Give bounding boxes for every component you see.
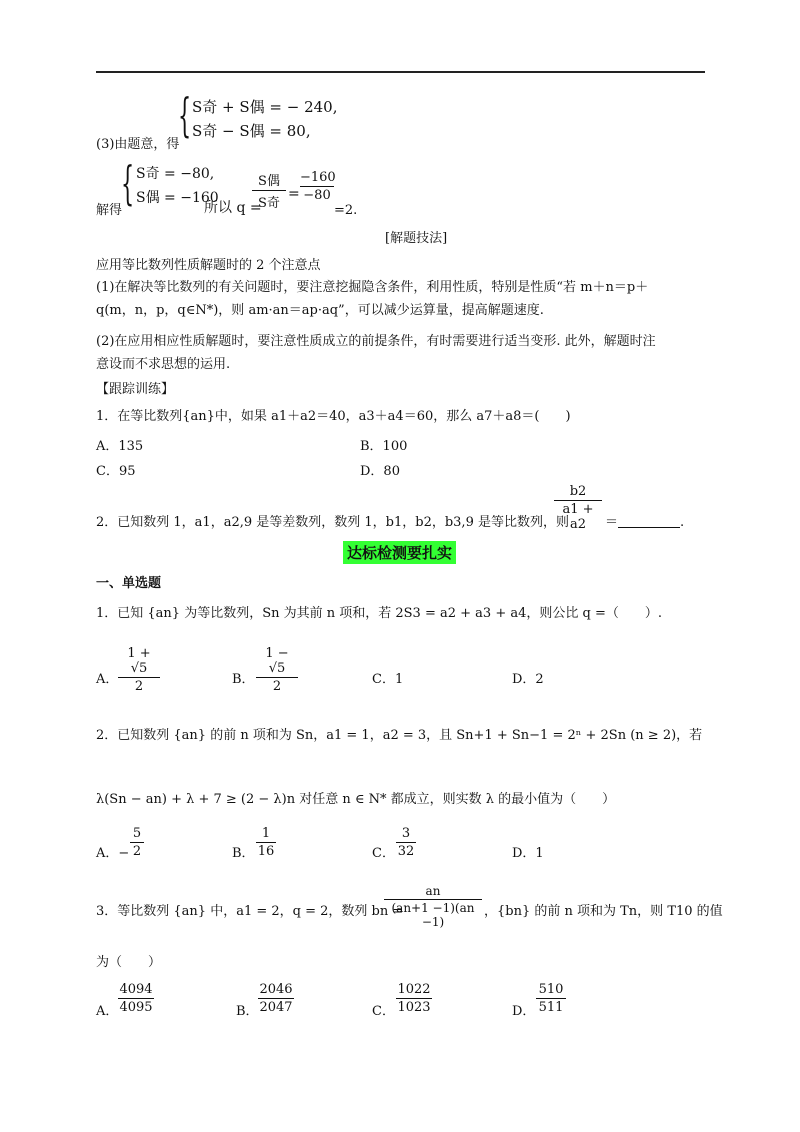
training-question-2: 2．已知数列 1，a1，a2,9 是等差数列，数列 1，b1，b2，b3,9 是等比数列，则 bbox=[96, 515, 569, 530]
q1-option-b-fraction bbox=[256, 646, 298, 694]
q3-option-a-fraction bbox=[118, 982, 154, 1015]
minus-sign: − bbox=[118, 846, 130, 861]
system2-row2: S偶 = −160 bbox=[136, 190, 219, 206]
so-q: 所以 q = bbox=[204, 200, 262, 216]
q1-option-b[interactable] bbox=[232, 668, 255, 687]
option-label: A． bbox=[96, 1004, 119, 1019]
step-label: (3)由题意，得 bbox=[96, 137, 180, 152]
fraction-s-even-over-s-odd bbox=[252, 170, 286, 211]
q2-option-b-fraction bbox=[256, 826, 276, 859]
option-label: B． bbox=[236, 1004, 259, 1019]
training-question-1: 1．在等比数列{an}中，如果 a1＋a2＝40，a3＋a4＝60，那么 a7＋a8＝( ) bbox=[96, 409, 571, 424]
option-label: D． bbox=[512, 1004, 536, 1019]
option-label: B． bbox=[232, 846, 255, 861]
fraction-numerator: 3 bbox=[401, 826, 411, 841]
system-brace-2: { bbox=[121, 156, 135, 210]
t1-option-c[interactable]: C．95 bbox=[96, 464, 136, 479]
fraction-denominator: 4095 bbox=[119, 1000, 153, 1015]
q2-option-c[interactable] bbox=[372, 842, 395, 861]
fraction-denominator: −80 bbox=[303, 188, 331, 203]
fraction-values bbox=[300, 170, 334, 203]
system-brace-1: { bbox=[178, 88, 192, 142]
tip-1-line-1: (1)在解决等比数列的有关问题时，要注意挖掘隐含条件，利用性质，特别是性质“若 m＋n＝p＋ bbox=[96, 280, 649, 295]
q2-option-a-fraction bbox=[130, 826, 144, 859]
fraction-numerator: 4094 bbox=[119, 982, 153, 997]
fraction-denominator: 2 bbox=[132, 844, 142, 859]
fraction-numerator: 1 + √5 bbox=[127, 646, 151, 676]
option-label: A． bbox=[96, 672, 119, 687]
option-label: C． bbox=[372, 1004, 395, 1019]
q2-equals-sign: ＝ bbox=[605, 515, 619, 530]
tips-intro: 应用等比数列性质解题时的 2 个注意点 bbox=[96, 258, 321, 273]
fraction-denominator: 32 bbox=[397, 844, 415, 859]
fraction-numerator: 510 bbox=[538, 982, 564, 997]
q3-option-a[interactable] bbox=[96, 1000, 118, 1019]
q2-equals bbox=[605, 515, 684, 531]
result: =2. bbox=[334, 203, 358, 218]
q2-period: . bbox=[680, 515, 685, 530]
q3-option-c-fraction bbox=[396, 982, 432, 1015]
fraction-numerator: 1 bbox=[261, 826, 271, 841]
q2-option-b[interactable] bbox=[232, 842, 255, 861]
q2-option-a[interactable] bbox=[96, 842, 129, 861]
option-label: C． bbox=[372, 846, 395, 861]
fraction-denominator: S奇 bbox=[258, 196, 280, 211]
fraction-denominator: 2047 bbox=[259, 1000, 293, 1015]
fraction-numerator: b2 bbox=[569, 484, 587, 499]
solve-label: 解得 bbox=[96, 203, 123, 218]
tips-title: [解题技法] bbox=[385, 231, 448, 246]
training-title: 【跟踪训练】 bbox=[96, 382, 175, 397]
question-3-line-2: 为（ ） bbox=[96, 955, 162, 970]
system1-row2: S奇 − S偶 = 80, bbox=[192, 122, 311, 140]
q2-fraction bbox=[554, 484, 602, 532]
system1-row1: S奇 + S偶 = − 240, bbox=[192, 98, 338, 116]
section-banner: 达标检测要扎实 bbox=[343, 541, 456, 564]
q1-option-d[interactable]: D．2 bbox=[512, 672, 544, 687]
equals-sign: = bbox=[288, 186, 300, 202]
q1-option-a-fraction bbox=[118, 646, 160, 694]
question-3-line-1b: ，{bn} 的前 n 项和为 Tn，则 T10 的值 bbox=[484, 904, 723, 919]
q2-option-d[interactable]: D．1 bbox=[512, 846, 544, 861]
q3-option-b-fraction bbox=[258, 982, 294, 1015]
fraction-numerator: S偶 bbox=[258, 174, 280, 189]
fraction-denominator: a1 + a2 bbox=[562, 502, 594, 532]
fraction-numerator: 5 bbox=[132, 826, 142, 841]
fraction-denominator: 2 bbox=[134, 679, 144, 694]
section-heading: 一、单选题 bbox=[96, 576, 162, 591]
q1-option-c[interactable]: C．1 bbox=[372, 672, 404, 687]
fraction-denominator: 2 bbox=[272, 679, 282, 694]
option-label: B． bbox=[232, 672, 255, 687]
question-1-text: 1．已知 {an} 为等比数列，Sn 为其前 n 项和，若 2S3 = a2 + a3 + a4，则公比 q =（ ）. bbox=[96, 606, 662, 621]
fraction-numerator: −160 bbox=[300, 170, 336, 185]
q2-option-c-fraction bbox=[396, 826, 416, 859]
q3-option-b[interactable] bbox=[236, 1000, 259, 1019]
q3-option-d-fraction bbox=[536, 982, 566, 1015]
option-label: A． bbox=[96, 846, 119, 861]
t1-option-d[interactable]: D．80 bbox=[360, 464, 400, 479]
q3-fraction bbox=[384, 884, 482, 929]
fraction-numerator: 1022 bbox=[397, 982, 431, 997]
tip-1-line-2: q(m，n，p，q∈N*)，则 am·an＝ap·aq”，可以减少运算量，提高解题速度. bbox=[96, 303, 544, 318]
system2-row1: S奇 = −80, bbox=[136, 166, 215, 182]
fraction-numerator: 1 − √5 bbox=[265, 646, 289, 676]
question-2-line-1: 2．已知数列 {an} 的前 n 项和为 Sn，a1 = 1，a2 = 3，且 Sn+1 + Sn−1 = 2ⁿ + 2Sn (n ≥ 2)，若 bbox=[96, 728, 703, 743]
header-rule bbox=[96, 71, 705, 73]
fraction-denominator: 511 bbox=[538, 1000, 564, 1015]
q1-option-a[interactable] bbox=[96, 668, 118, 687]
fraction-denominator: 16 bbox=[257, 844, 275, 859]
q3-option-c[interactable] bbox=[372, 1000, 395, 1019]
t1-option-b[interactable]: B．100 bbox=[360, 439, 408, 454]
question-2-line-2: λ(Sn − an) + λ + 7 ≥ (2 − λ)n 对任意 n ∈ N* 都成立，则实数 λ 的最小值为（ ） bbox=[96, 792, 616, 807]
fraction-denominator: 1023 bbox=[397, 1000, 431, 1015]
fraction-numerator: 2046 bbox=[259, 982, 293, 997]
tip-2-line-2: 意设而不求思想的运用. bbox=[96, 357, 231, 372]
t1-option-a[interactable]: A．135 bbox=[96, 439, 144, 454]
tip-2-line-1: (2)在应用相应性质解题时，要注意性质成立的前提条件，有时需要进行适当变形. 此外，解题时注 bbox=[96, 334, 656, 349]
question-3-line-1a: 3．等比数列 {an} 中，a1 = 2，q = 2，数列 bn = bbox=[96, 904, 404, 919]
q3-option-d[interactable] bbox=[512, 1000, 535, 1019]
answer-blank[interactable] bbox=[618, 515, 680, 528]
fraction-numerator: an bbox=[425, 884, 441, 898]
fraction-denominator: (an+1 −1)(an −1) bbox=[391, 901, 475, 929]
